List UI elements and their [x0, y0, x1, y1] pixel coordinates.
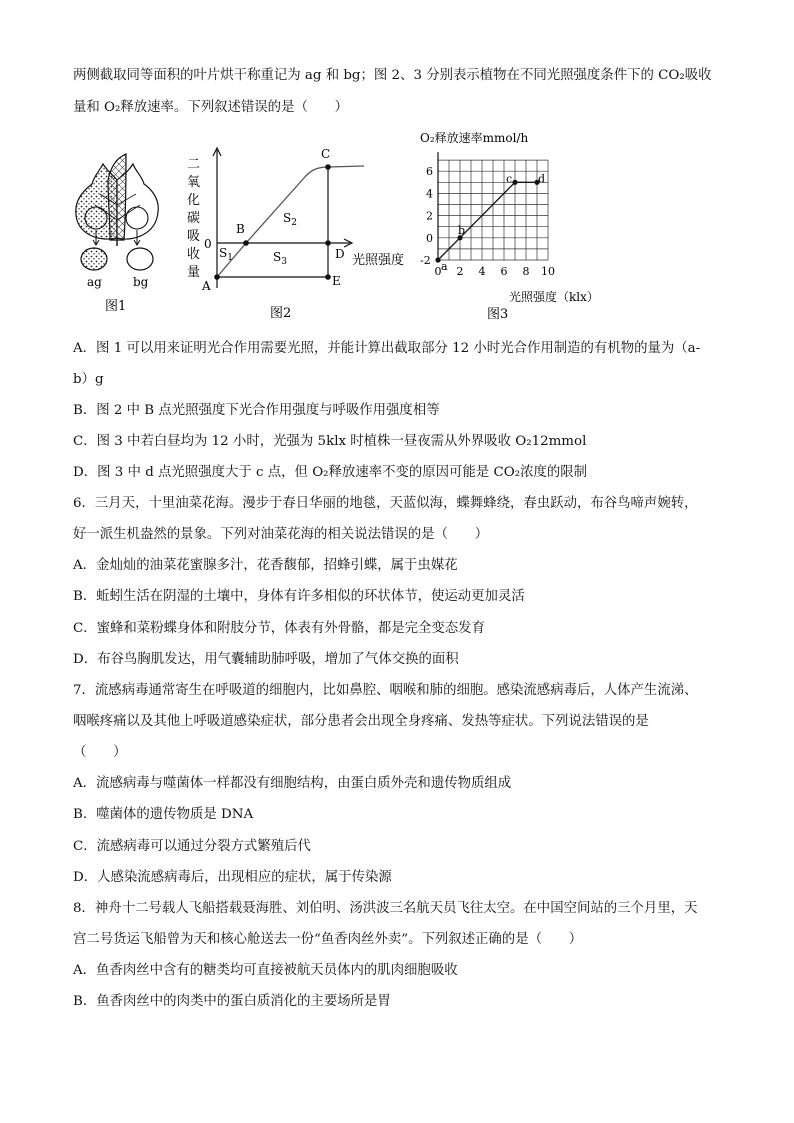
- q6-option-b: B．蚯蚓生活在阴湿的土壤中，身体有许多相似的环状体节，使运动更加灵活: [73, 589, 525, 604]
- fig3-point-label: b: [458, 223, 466, 237]
- q7-option-c: C．流感病毒可以通过分裂方式繁殖后代: [73, 839, 311, 854]
- fig3-y-tick: 4: [426, 187, 433, 201]
- fig3-x-tick: 8: [522, 265, 530, 278]
- fig2-region-S1: $S_1$: [219, 246, 233, 263]
- figure-3-o2-chart: [416, 126, 616, 326]
- q6-stem-line1: 6．三月天，十里油菜花海。漫步于春日华丽的地毯，天蓝似海，蝶舞蜂绕，春虫跃动，布谷鸟啼声婉转，: [73, 496, 698, 511]
- q6-option-c: C．蜜蜂和菜粉蝶身体和附肢分节，体表有外骨骼，都是完全变态发育: [73, 621, 485, 636]
- fig3-x-tick: 10: [541, 265, 555, 278]
- q6-option-a: A．金灿灿的油菜花蜜腺多汁，花香馥郁，招蜂引蝶，属于虫媒花: [73, 558, 458, 573]
- fig2-region-S2: $S_2$: [283, 211, 297, 228]
- q6-option-d: D．布谷鸟胸肌发达，用气囊辅助肺呼吸，增加了气体交换的面积: [73, 652, 459, 667]
- q7-option-a: A．流感病毒与噬菌体一样都没有细胞结构，由蛋白质外壳和遗传物质组成: [73, 776, 512, 791]
- fig2-ylabel-char: 化: [187, 193, 201, 208]
- q7-stem-line2: 咽喉疼痛以及其他上呼吸道感染症状，部分患者会出现全身疼痛、发热等症状。下列说法错误的是: [73, 714, 649, 729]
- q5-option-c: C．图 3 中若白昼均为 12 小时，光强为 5klx 时植株一昼夜需从外界吸收 O₂12mmol: [73, 434, 587, 449]
- fig2-point-E: E: [332, 274, 341, 288]
- fig3-y-tick: -2: [420, 254, 431, 267]
- q7-option-b: B．噬菌体的遗传物质是 DNA: [73, 807, 254, 822]
- fig2-ylabel-char: 氧: [187, 175, 201, 190]
- fig3-x-tick: 4: [478, 265, 486, 278]
- fig3-series-line: [438, 182, 537, 260]
- fig2-ylabel-char: 收: [187, 247, 201, 262]
- fig3-x-tick: 2: [456, 265, 464, 278]
- fig3-point: [435, 257, 440, 262]
- fig2-xlabel: 光照强度: [352, 253, 405, 268]
- fig2-ylabel-char: 碳: [187, 211, 201, 226]
- fig2-point-A: A: [202, 279, 211, 293]
- fig3-ylabel: O₂释放速率mmol/h: [420, 131, 529, 145]
- figure-1-leaf: [70, 150, 165, 320]
- fig2-caption: 图2: [270, 306, 292, 321]
- fig3-y-tick: 0: [426, 231, 433, 245]
- q7-stem-line3: （ ）: [73, 745, 127, 760]
- fig3-x-tick: 6: [500, 265, 508, 278]
- q7-stem-line1: 7．流感病毒通常寄生在呼吸道的细胞内，比如鼻腔、咽喉和肺的细胞。感染流感病毒后，人体产生流涕、: [73, 683, 698, 698]
- fig3-point-label: c: [506, 172, 513, 186]
- q5-option-a-line2: b）g: [73, 372, 104, 387]
- fig1-caption: 图1: [105, 299, 127, 314]
- fig3-point: [512, 180, 517, 185]
- q5-option-a-line1: A．图 1 可以用来证明光合作用需要光照，并能计算出截取部分 12 小时光合作用制造的有机物的量为（a-: [73, 341, 701, 356]
- fig2-ylabel-char: 二: [187, 157, 201, 172]
- fig3-xlabel: 光照强度（klx）: [509, 290, 599, 304]
- fig2-zero: 0: [204, 237, 212, 251]
- fig2-point-B: B: [236, 222, 245, 236]
- q8-option-b: B．鱼香肉丝中的肉类中的蛋白质消化的主要场所是胃: [73, 994, 391, 1009]
- fig3-point-label: d: [538, 172, 546, 186]
- fig1-label-ag: ag: [87, 275, 102, 289]
- q8-stem-line1: 8．神舟十二号载人飞船搭载聂海胜、刘伯明、汤洪波三名航天员飞往太空。在中国空间站的三个月里，天: [73, 901, 698, 916]
- fig3-x-tick: 0: [434, 265, 442, 278]
- q8-option-a: A．鱼香肉丝中含有的糖类均可直接被航天员体内的肌肉细胞吸收: [73, 963, 458, 978]
- q5-stem-line1: 两侧截取同等面积的叶片烘干称重记为 ag 和 bg；图 2、3 分别表示植物在不同光照强度条件下的 CO₂吸收: [73, 68, 712, 83]
- fig2-region-S3: $S_3$: [273, 250, 287, 267]
- q8-stem-line2: 宫二号货运飞船曾为天和核心舱送去一份“鱼香肉丝外卖”。下列叙述正确的是（ ）: [73, 932, 583, 947]
- fig2-ylabel-char: 吸: [187, 229, 201, 244]
- fig3-y-tick: 2: [426, 209, 433, 223]
- figure-2-co2-curve: [182, 140, 414, 322]
- fig2-point-C: C: [321, 147, 331, 161]
- fig3-point-label: a: [441, 260, 448, 273]
- fig2-ylabel-char: 量: [187, 265, 201, 280]
- q5-option-d: D．图 3 中 d 点光照强度大于 c 点，但 O₂释放速率不变的原因可能是 CO₂浓度的限制: [73, 465, 588, 480]
- fig3-caption: 图3: [487, 307, 509, 322]
- q6-stem-line2: 好一派生机盎然的景象。下列对油菜花海的相关说法错误的是（ ）: [73, 527, 489, 542]
- q5-option-b: B．图 2 中 B 点光照强度下光合作用强度与呼吸作用强度相等: [73, 403, 440, 418]
- fig1-label-bg: bg: [133, 275, 149, 289]
- fig2-point-D: D: [335, 247, 345, 261]
- q7-option-d: D．人感染流感病毒后，出现相应的症状，属于传染源: [73, 870, 392, 885]
- q5-stem-line2: 量和 O₂释放速率。下列叙述错误的是（ ）: [73, 100, 349, 115]
- fig3-y-tick: 6: [426, 165, 433, 179]
